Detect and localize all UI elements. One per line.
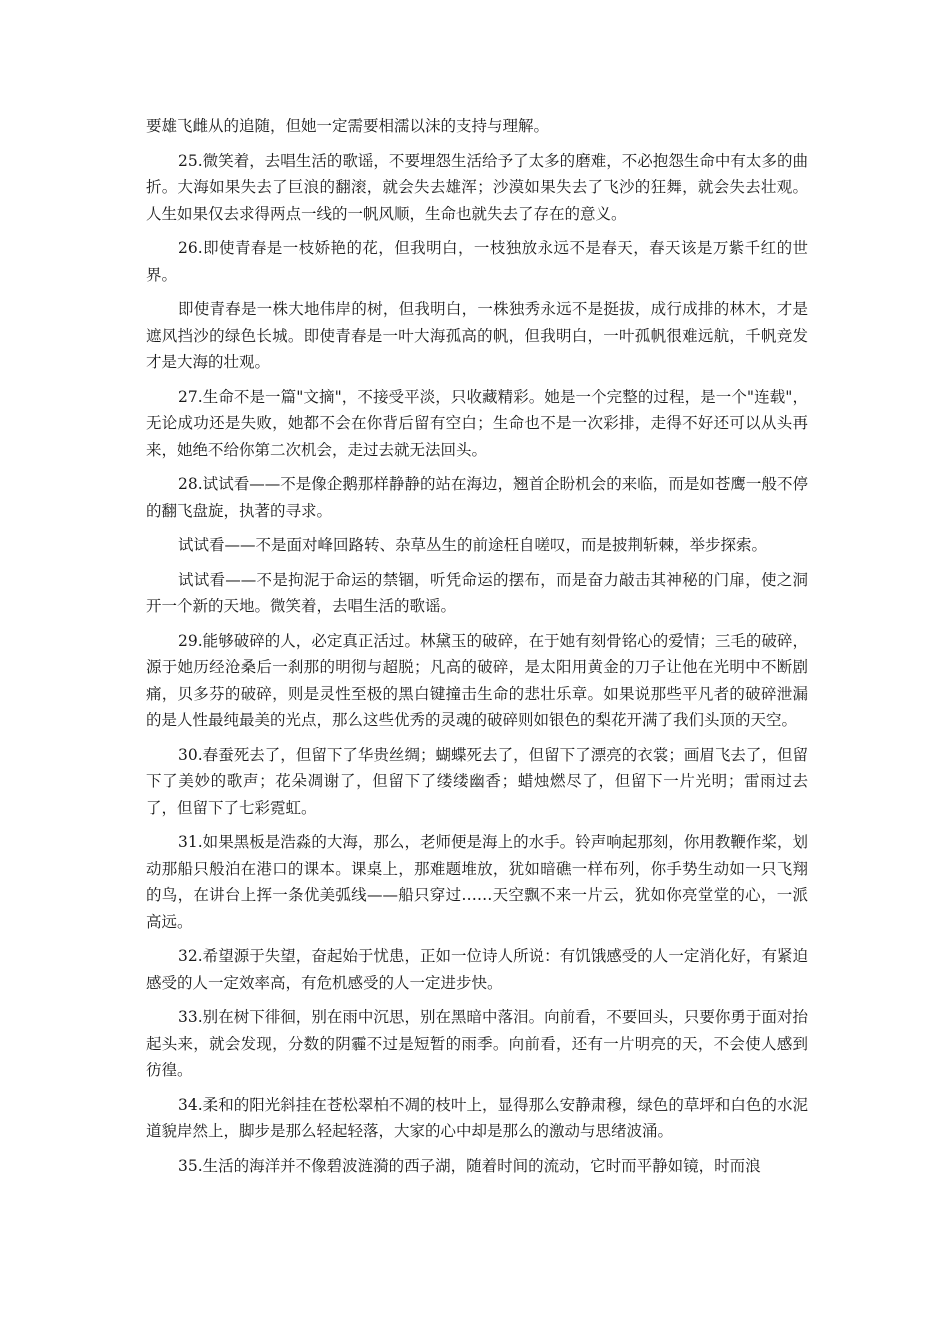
- paragraph-26: 26.即使青春是一枝娇艳的花，但我明白，一枝独放永远不是春天，春天该是万紫千红的世界。: [146, 239, 808, 284]
- paragraph-28-third: 试试看——不是拘泥于命运的禁锢，听凭命运的摆布，而是奋力敲击其神秘的门扉，使之洞开一个新的天地。微笑着，去唱生活的歌谣。: [146, 570, 808, 615]
- paragraph-32: 32.希望源于失望，奋起始于忧患，正如一位诗人所说：有饥饿感受的人一定消化好，有紧迫感受的人一定效率高，有危机感受的人一定进步快。: [146, 947, 808, 992]
- paragraph-34: 34.柔和的阳光斜挂在苍松翠柏不凋的枝叶上，显得那么安静肃穆，绿色的草坪和白色的水泥道貌岸然上，脚步是那么轻起轻落，大家的心中却是那么的激动与思绪波涌。: [146, 1095, 808, 1140]
- paragraph-35: 35.生活的海洋并不像碧波涟漪的西子湖，随着时间的流动，它时而平静如镜，时而浪: [178, 1156, 761, 1175]
- paragraph-29: 29.能够破碎的人，必定真正活过。林黛玉的破碎，在于她有刻骨铭心的爱情；三毛的破碎，源于她历经沧桑后一刹那的明彻与超脱；凡高的破碎，是太阳用黄金的刀子让他在光明中不断剧痛，贝多芬的破碎，则是灵性至极的黑白键撞击生命的悲壮乐章。如果说那些平凡者的破碎泄漏的是人性最纯最美的光点，那么这些优秀的灵魂的破碎则如银色的梨花开满了我们头顶的天空。: [146, 631, 808, 729]
- paragraph-27: 27.生命不是一篇"文摘"，不接受平淡，只收藏精彩。她是一个完整的过程，是一个"连载"，无论成功还是失败，她都不会在你背后留有空白；生命也不是一次彩排，走得不好还可以从头再来，她绝不给你第二次机会，走过去就无法回头。: [146, 387, 808, 459]
- paragraph-25: 25.微笑着，去唱生活的歌谣，不要埋怨生活给予了太多的磨难，不必抱怨生命中有太多的曲折。大海如果失去了巨浪的翻滚，就会失去雄浑；沙漠如果失去了飞沙的狂舞，就会失去壮观。人生如果仅去求得两点一线的一帆风顺，生命也就失去了存在的意义。: [146, 151, 808, 223]
- paragraph-26-continued: 即使青春是一株大地伟岸的树，但我明白，一株独秀永远不是挺拔，成行成排的林木，才是遮风挡沙的绿色长城。即使青春是一叶大海孤高的帆，但我明白，一叶孤帆很难远航，千帆竞发才是大海的壮观。: [146, 300, 808, 371]
- paragraph-31: 31.如果黑板是浩淼的大海，那么，老师便是海上的水手。铃声响起那刻，你用教鞭作桨，划动那船只般泊在港口的课本。课桌上，那难题堆放，犹如暗礁一样布列，你手势生动如一只飞翔的鸟，在讲台上挥一条优美弧线——船只穿过……天空飘不来一片云，犹如你亮堂堂的心，一派高远。: [146, 833, 808, 931]
- document-body: [146, 113, 808, 1187]
- paragraph-30: 30.春蚕死去了，但留下了华贵丝绸；蝴蝶死去了，但留下了漂亮的衣裳；画眉飞去了，但留下了美妙的歌声；花朵凋谢了，但留下了缕缕幽香；蜡烛燃尽了，但留下一片光明；雷雨过去了，但留下了七彩霓虹。: [146, 745, 808, 817]
- paragraph-28: 28.试试看——不是像企鹅那样静静的站在海边，翘首企盼机会的来临，而是如苍鹰一般不停的翻飞盘旋，执著的寻求。: [146, 475, 808, 520]
- paragraph-33: 33.别在树下徘徊，别在雨中沉思，别在黑暗中落泪。向前看，不要回头，只要你勇于面对抬起头来，就会发现，分数的阴霾不过是短暂的雨季。向前看，还有一片明亮的天，不会使人感到彷徨。: [146, 1008, 808, 1079]
- paragraph-continuation: 要雄飞雌从的追随，但她一定需要相濡以沫的支持与理解。: [146, 117, 550, 135]
- paragraph-28-second: 试试看——不是面对峰回路转、杂草丛生的前途枉自嗟叹，而是披荆斩棘，举步探索。: [178, 536, 768, 554]
